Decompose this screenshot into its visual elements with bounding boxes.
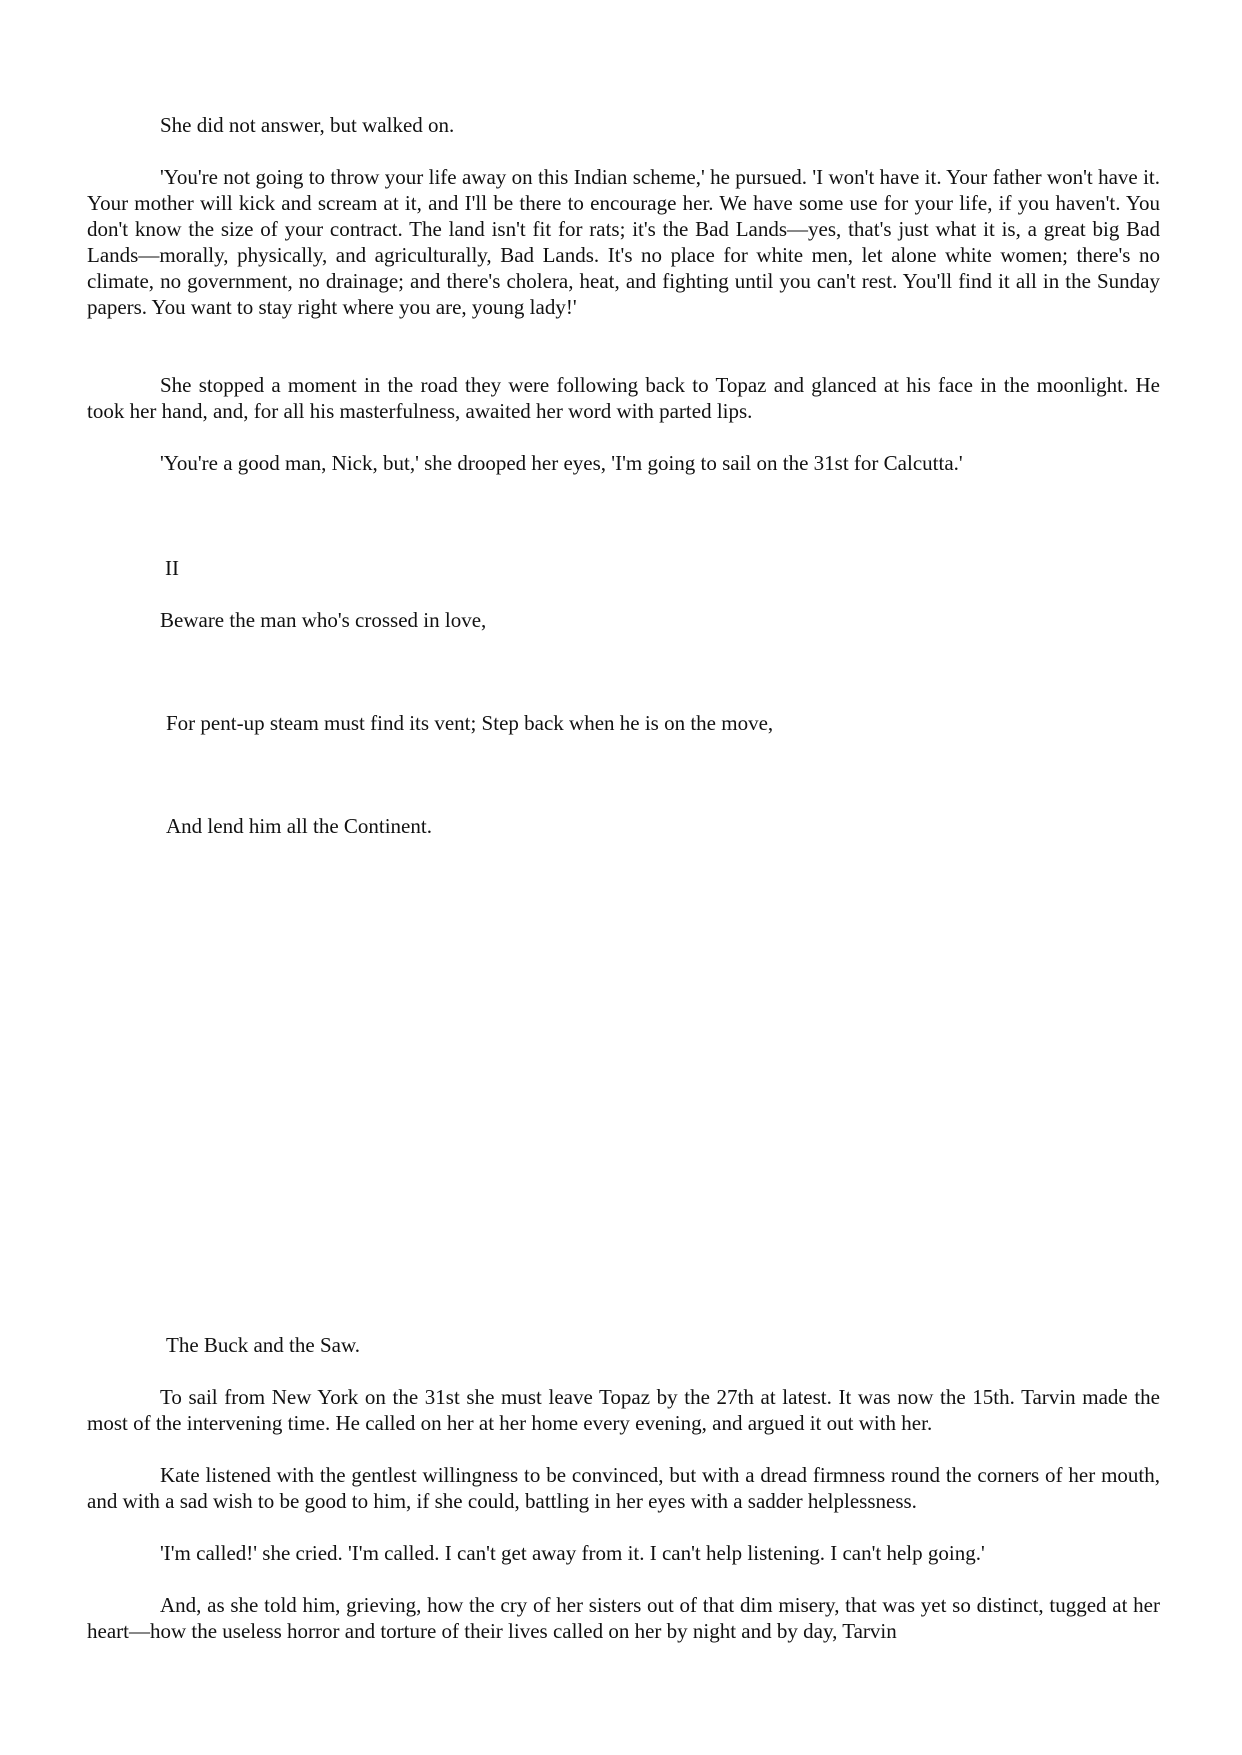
- chapter-number: II: [165, 556, 179, 580]
- paragraph: She stopped a moment in the road they were following back to Topaz and glanced at his face in the moonlight. He took her hand, and, for all his masterfulness, awaited her word with parted lips.: [87, 373, 1160, 423]
- paragraph: And, as she told him, grieving, how the cry of her sisters out of that dim misery, that was yet so distinct, tugged at her heart—how the useless horror and torture of their lives called on her by night and by day, Tarvin: [87, 1593, 1160, 1643]
- paragraph: 'I'm called!' she cried. 'I'm called. I can't get away from it. I can't help listening. I can't help going.': [160, 1541, 985, 1565]
- paragraph: She did not answer, but walked on.: [160, 113, 455, 137]
- verse-line: For pent-up steam must find its vent; Step back when he is on the move,: [166, 711, 774, 735]
- paragraph: 'You're not going to throw your life away on this Indian scheme,' he pursued. 'I won't have it. Your father won't have it. Your mother will kick and scream at it, and I'll be there to encourage her. We have some use for your life, if you haven't. You don't know the size of your contract. The land isn't fit for rats; it's the Bad Lands—yes, that's just what it is, a great big Bad Lands—morally, physically, and agriculturally, Bad Lands. It's no place for white men, let alone white women; there's no climate, no government, no drainage; and there's cholera, heat, and fighting until you can't rest. You'll find it all in the Sunday papers. You want to stay right where you are, young lady!': [87, 165, 1160, 319]
- paragraph: To sail from New York on the 31st she must leave Topaz by the 27th at latest. It was now the 15th. Tarvin made the most of the intervening time. He called on her at her home every evening, and argued it out with her.: [87, 1385, 1160, 1435]
- verse-line: And lend him all the Continent.: [166, 814, 432, 838]
- verse-attribution: The Buck and the Saw.: [166, 1333, 361, 1357]
- paragraph: Kate listened with the gentlest willingness to be convinced, but with a dread firmness round the corners of her mouth, and with a sad wish to be good to him, if she could, battling in her eyes with a sadder helplessness.: [87, 1463, 1160, 1513]
- paragraph: 'You're a good man, Nick, but,' she drooped her eyes, 'I'm going to sail on the 31st for Calcutta.': [160, 451, 963, 475]
- verse-line: Beware the man who's crossed in love,: [160, 608, 487, 632]
